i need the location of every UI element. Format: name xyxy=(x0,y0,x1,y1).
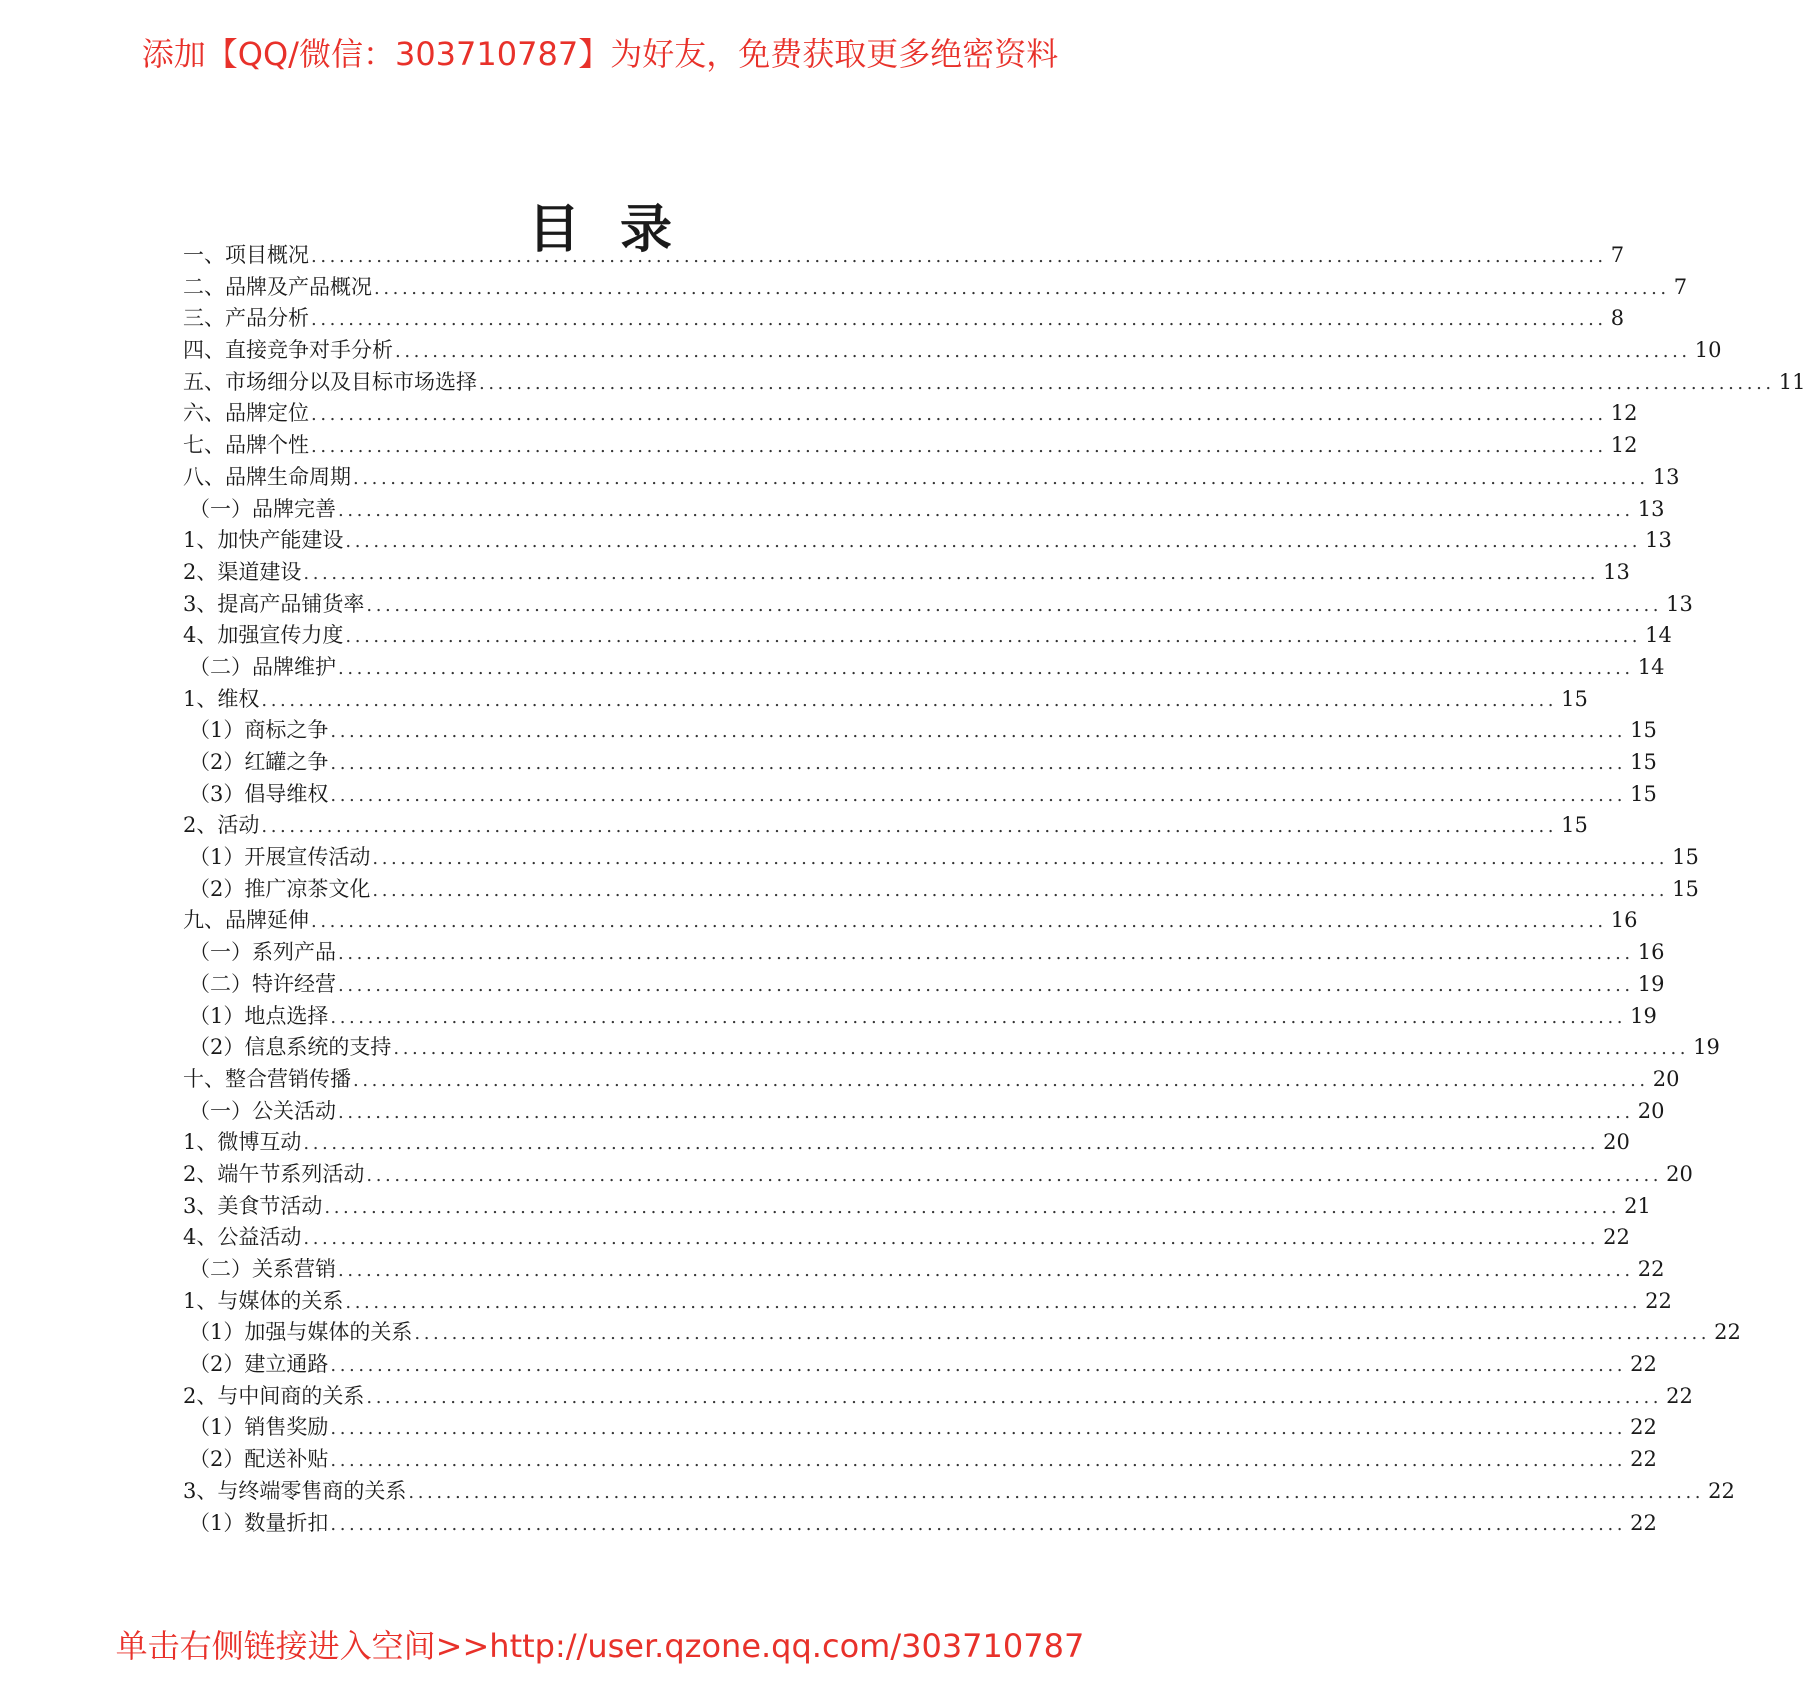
toc-leader-dots: ........................................................................................................................................... xyxy=(372,879,1669,901)
toc-entry-label: 二、品牌及产品概况 xyxy=(183,274,372,299)
toc-entry[interactable] xyxy=(183,620,1672,652)
toc-entry[interactable] xyxy=(183,779,1657,811)
toc-entry[interactable] xyxy=(183,1508,1657,1540)
toc-entry-page-number: 12 xyxy=(1610,401,1638,426)
toc-leader-dots: ........................................................................................................................................... xyxy=(311,436,1607,458)
toc-entry-page-number: 19 xyxy=(1637,971,1665,996)
toc-entry-label: 七、品牌个性 xyxy=(183,433,309,458)
toc-entry-label: 2、渠道建设 xyxy=(183,559,302,584)
toc-leader-dots: ........................................................................................................................................... xyxy=(330,1418,1627,1440)
toc-entry-label: 三、产品分析 xyxy=(183,306,309,331)
toc-leader-dots: ........................................................................................................................................... xyxy=(353,467,1649,489)
toc-entry[interactable] xyxy=(183,1254,1665,1286)
toc-entry-label: 六、品牌定位 xyxy=(183,401,309,426)
toc-entry-label: 2、活动 xyxy=(183,813,260,838)
toc-entry-page-number: 19 xyxy=(1693,1035,1720,1060)
toc-entry-label: 1、微博互动 xyxy=(183,1130,302,1155)
toc-leader-dots: ........................................................................................................................................... xyxy=(303,1133,1600,1155)
toc-leader-dots: ........................................................................................................................................... xyxy=(374,277,1670,299)
toc-entry-page-number: 22 xyxy=(1630,1352,1657,1377)
toc-entry[interactable] xyxy=(183,1317,1741,1349)
toc-leader-dots: ........................................................................................................................................... xyxy=(330,1355,1627,1377)
toc-leader-dots: ........................................................................................................................................... xyxy=(261,689,1558,711)
toc-leader-dots: ........................................................................................................................................... xyxy=(330,753,1627,774)
toc-leader-dots: ........................................................................................................................................... xyxy=(408,1481,1705,1503)
toc-entry-page-number: 22 xyxy=(1630,1447,1657,1472)
toc-entry[interactable] xyxy=(183,969,1665,1001)
toc-entry-page-number: 22 xyxy=(1708,1478,1735,1503)
toc-entry-page-number: 22 xyxy=(1603,1225,1630,1250)
toc-entry-label: （2）信息系统的支持 xyxy=(189,1035,392,1060)
toc-entry[interactable] xyxy=(183,1444,1657,1476)
toc-entry-label: （一）品牌完善 xyxy=(189,496,336,521)
toc-entry-label: （1）加强与媒体的关系 xyxy=(189,1320,413,1345)
toc-leader-dots: ........................................................................................................................................... xyxy=(372,848,1669,870)
toc-entry-label: 2、与中间商的关系 xyxy=(183,1383,365,1408)
toc-leader-dots: ........................................................................................................................................... xyxy=(338,974,1634,996)
toc-entry-page-number: 20 xyxy=(1652,1066,1680,1091)
toc-leader-dots: ........................................................................................................................................... xyxy=(330,1513,1627,1535)
toc-entry[interactable] xyxy=(183,1064,1680,1096)
toc-entry-page-number: 22 xyxy=(1637,1257,1665,1281)
toc-leader-dots: ........................................................................................................................................... xyxy=(324,1196,1621,1218)
toc-leader-dots: ........................................................................................................................................... xyxy=(261,816,1558,838)
toc-entry-page-number: 19 xyxy=(1630,1003,1657,1028)
toc-entry-page-number: 13 xyxy=(1652,464,1680,489)
toc-entry-page-number: 13 xyxy=(1637,496,1665,521)
toc-entry[interactable] xyxy=(183,874,1699,906)
toc-leader-dots: ........................................................................................................................................... xyxy=(330,1450,1627,1472)
toc-entry-label: 四、直接竞争对手分析 xyxy=(183,338,393,363)
promo-header-banner: 添加【QQ/微信：303710787】为好友，免费获取更多绝密资料 xyxy=(141,35,1059,73)
toc-entry-page-number: 16 xyxy=(1637,940,1665,965)
toc-entry[interactable] xyxy=(183,367,1805,399)
toc-leader-dots: ........................................................................................................................................... xyxy=(338,943,1634,965)
toc-entry-label: 4、公益活动 xyxy=(183,1225,302,1250)
toc-entry-label: 一、项目概况 xyxy=(183,243,309,267)
toc-entry-label: 3、与终端零售商的关系 xyxy=(183,1478,407,1503)
toc-entry[interactable] xyxy=(183,1476,1735,1508)
toc-entry-label: 1、与媒体的关系 xyxy=(183,1288,344,1313)
toc-entry-label: （1）销售奖励 xyxy=(189,1415,329,1440)
toc-entry[interactable] xyxy=(183,398,1638,430)
toc-entry-page-number: 8 xyxy=(1610,306,1625,331)
toc-leader-dots: ........................................................................................................................................... xyxy=(338,657,1634,679)
toc-entry[interactable] xyxy=(183,652,1665,684)
toc-entry-page-number: 20 xyxy=(1666,1161,1693,1186)
toc-entry-page-number: 16 xyxy=(1610,908,1638,933)
toc-entry-page-number: 15 xyxy=(1561,686,1588,711)
toc-entry-page-number: 7 xyxy=(1610,243,1625,267)
toc-entry-page-number: 22 xyxy=(1630,1510,1657,1535)
toc-entry-label: 3、提高产品铺货率 xyxy=(183,591,365,616)
toc-entry-page-number: 15 xyxy=(1630,781,1657,806)
toc-entry-label: 五、市场细分以及目标市场选择 xyxy=(183,369,477,394)
table-of-contents xyxy=(183,240,1805,1539)
toc-entry[interactable] xyxy=(183,1159,1693,1191)
toc-entry-page-number: 7 xyxy=(1673,274,1688,299)
toc-entry-label: 八、品牌生命周期 xyxy=(183,464,351,489)
toc-entry-label: （3）倡导维权 xyxy=(189,781,329,806)
toc-entry-label: （1）地点选择 xyxy=(189,1003,329,1028)
page-title: 目录 xyxy=(527,198,712,260)
toc-entry[interactable] xyxy=(183,747,1657,779)
toc-leader-dots: ........................................................................................................................................... xyxy=(311,246,1607,267)
toc-entry-label: 1、维权 xyxy=(183,686,260,711)
toc-leader-dots: ........................................................................................................................................... xyxy=(366,594,1663,616)
toc-leader-dots: ........................................................................................................................................... xyxy=(395,341,1691,363)
toc-entry-label: 1、加快产能建设 xyxy=(183,528,344,553)
toc-entry-page-number: 11 xyxy=(1778,369,1805,394)
toc-entry-label: 九、品牌延伸 xyxy=(183,908,309,933)
toc-entry-page-number: 13 xyxy=(1603,559,1630,584)
toc-entry-page-number: 21 xyxy=(1624,1193,1651,1218)
toc-entry-page-number: 22 xyxy=(1714,1320,1741,1345)
toc-entry-label: 4、加强宣传力度 xyxy=(183,623,344,648)
toc-entry-page-number: 10 xyxy=(1694,338,1722,363)
toc-entry-page-number: 13 xyxy=(1666,591,1693,616)
toc-entry[interactable] xyxy=(183,1412,1657,1444)
toc-leader-dots: ........................................................................................................................................... xyxy=(330,784,1627,806)
toc-entry[interactable] xyxy=(183,1191,1651,1223)
toc-entry[interactable] xyxy=(183,1222,1630,1254)
toc-leader-dots: ........................................................................................................................................... xyxy=(345,1291,1642,1313)
toc-entry-label: （1）商标之争 xyxy=(189,718,329,743)
toc-entry-label: （1）开展宣传活动 xyxy=(189,845,371,870)
toc-entry-page-number: 22 xyxy=(1630,1415,1657,1440)
toc-entry-label: （2）推广凉茶文化 xyxy=(189,876,371,901)
toc-entry[interactable] xyxy=(183,1381,1693,1413)
toc-entry-label: （1）数量折扣 xyxy=(189,1510,329,1535)
toc-entry-label: （2）建立通路 xyxy=(189,1352,329,1377)
toc-entry-page-number: 14 xyxy=(1637,654,1665,679)
toc-entry-page-number: 20 xyxy=(1637,1098,1665,1123)
toc-entry[interactable] xyxy=(183,1001,1657,1033)
toc-leader-dots: ........................................................................................................................................... xyxy=(303,562,1600,584)
toc-entry[interactable] xyxy=(183,557,1630,589)
toc-entry-page-number: 15 xyxy=(1672,845,1699,870)
toc-entry[interactable] xyxy=(183,1127,1630,1159)
toc-entry[interactable] xyxy=(183,303,1625,335)
toc-leader-dots: ........................................................................................................................................... xyxy=(338,1101,1634,1123)
toc-entry-label: （二）特许经营 xyxy=(189,971,336,996)
toc-leader-dots: ........................................................................................................................................... xyxy=(366,1164,1663,1186)
toc-entry[interactable] xyxy=(183,589,1693,621)
toc-leader-dots: ........................................................................................................................................... xyxy=(479,372,1775,394)
toc-leader-dots: ........................................................................................................................................... xyxy=(414,1323,1711,1345)
promo-footer-link[interactable]: 单击右侧链接进入空间>>http://user.qzone.qq.com/303710787 xyxy=(115,1627,1085,1665)
toc-entry-label: （2）红罐之争 xyxy=(189,750,329,774)
toc-entry-label: （二）品牌维护 xyxy=(189,654,336,679)
toc-entry-label: （2）配送补贴 xyxy=(189,1447,329,1472)
toc-entry[interactable] xyxy=(183,272,1688,304)
toc-entry-label: （二）关系营销 xyxy=(189,1257,336,1281)
toc-entry[interactable] xyxy=(183,715,1657,747)
toc-entry[interactable] xyxy=(183,430,1638,462)
toc-entry-page-number: 12 xyxy=(1610,433,1638,458)
toc-leader-dots: ........................................................................................................................................... xyxy=(345,626,1642,648)
toc-entry[interactable] xyxy=(183,684,1588,716)
toc-entry-label: 3、美食节活动 xyxy=(183,1193,323,1218)
toc-leader-dots: ........................................................................................................................................... xyxy=(338,499,1634,521)
toc-entry[interactable] xyxy=(183,905,1638,937)
toc-entry[interactable] xyxy=(183,240,1625,272)
toc-entry-page-number: 15 xyxy=(1630,718,1657,743)
toc-leader-dots: ........................................................................................................................................... xyxy=(345,531,1642,553)
toc-entry-label: （一）系列产品 xyxy=(189,940,336,965)
toc-leader-dots: ........................................................................................................................................... xyxy=(311,911,1607,933)
toc-leader-dots: ........................................................................................................................................... xyxy=(366,1386,1663,1408)
toc-entry[interactable] xyxy=(183,842,1699,874)
toc-entry[interactable] xyxy=(183,810,1588,842)
toc-entry[interactable] xyxy=(183,937,1665,969)
toc-leader-dots: ........................................................................................................................................... xyxy=(353,1069,1649,1091)
toc-entry[interactable] xyxy=(183,462,1680,494)
toc-entry-page-number: 15 xyxy=(1561,813,1588,838)
toc-entry[interactable] xyxy=(183,1096,1665,1128)
toc-entry-page-number: 22 xyxy=(1645,1288,1672,1313)
toc-entry[interactable] xyxy=(183,1286,1672,1318)
toc-leader-dots: ........................................................................................................................................... xyxy=(303,1228,1600,1250)
toc-entry[interactable] xyxy=(183,335,1722,367)
toc-entry-page-number: 15 xyxy=(1672,876,1699,901)
toc-entry-label: 2、端午节系列活动 xyxy=(183,1161,365,1186)
toc-entry[interactable] xyxy=(183,525,1672,557)
toc-entry[interactable] xyxy=(183,1349,1657,1381)
toc-entry-page-number: 20 xyxy=(1603,1130,1630,1155)
toc-entry-page-number: 14 xyxy=(1645,623,1672,648)
toc-entry-page-number: 13 xyxy=(1645,528,1672,553)
toc-leader-dots: ........................................................................................................................................... xyxy=(311,404,1607,426)
toc-entry-page-number: 15 xyxy=(1630,750,1657,774)
toc-entry[interactable] xyxy=(183,494,1665,526)
toc-leader-dots: ........................................................................................................................................... xyxy=(330,1006,1627,1028)
toc-entry-label: （一）公关活动 xyxy=(189,1098,336,1123)
toc-entry-page-number: 22 xyxy=(1666,1383,1693,1408)
toc-leader-dots: ........................................................................................................................................... xyxy=(311,309,1607,331)
toc-entry[interactable] xyxy=(183,1032,1720,1064)
toc-leader-dots: ........................................................................................................................................... xyxy=(393,1038,1690,1060)
toc-leader-dots: ........................................................................................................................................... xyxy=(338,1260,1634,1281)
toc-leader-dots: ........................................................................................................................................... xyxy=(330,721,1627,743)
toc-entry-label: 十、整合营销传播 xyxy=(183,1066,351,1091)
